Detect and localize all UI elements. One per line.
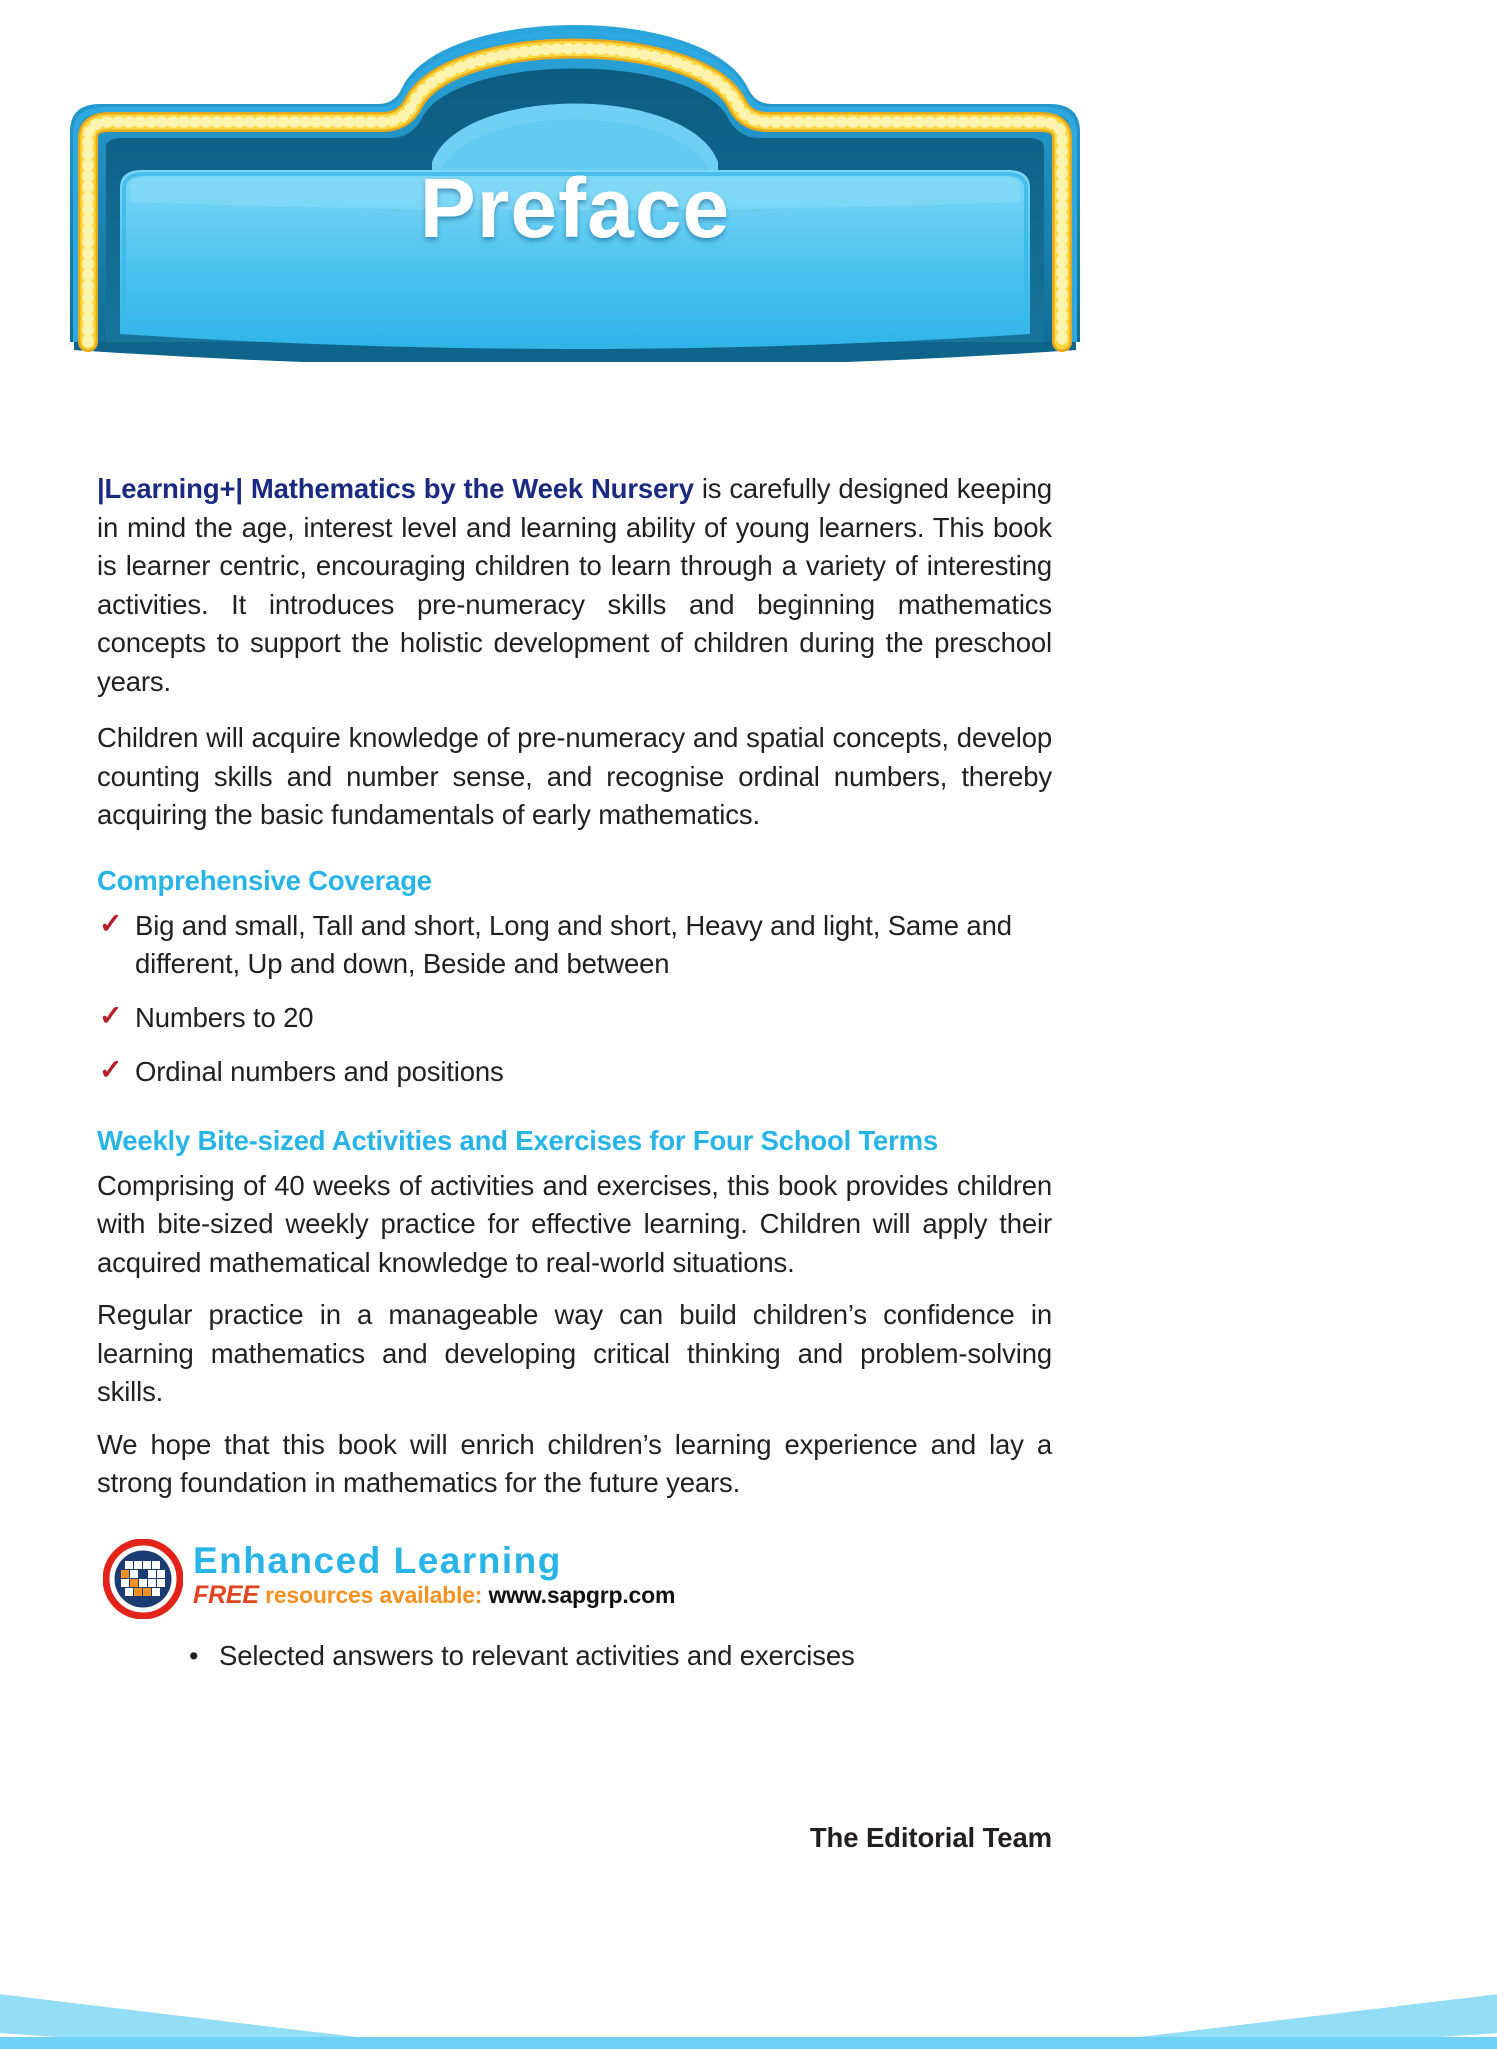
resources-label: resources available: <box>258 1581 483 1608</box>
enhanced-learning-text <box>193 1541 675 1609</box>
weekly-paragraph-1: Comprising of 40 weeks of activities and exercises, this book provides children with bite-sized weekly practice for effective learning. Children will apply their acquired mathematical knowledge to real-world situations. <box>97 1169 1052 1278</box>
enhanced-learning-block <box>97 1539 1052 1625</box>
sunburst-graphic <box>0 1869 1497 2049</box>
check-icon: ✓ <box>99 907 123 939</box>
list-item <box>97 1053 1052 1091</box>
banner-face <box>120 170 1030 349</box>
list-item-label: Selected answers to relevant activities and exercises <box>219 1639 855 1671</box>
resources-url[interactable]: www.sapgrp.com <box>482 1581 676 1608</box>
list-item-label: Big and small, Tall and short, Long and short, Heavy and light, Same and different, Up and down, Beside and between <box>135 909 1012 979</box>
enhanced-learning-title: Enhanced Learning <box>193 1539 562 1581</box>
list-item <box>97 999 1052 1037</box>
list-item-label: Numbers to 20 <box>135 1001 314 1033</box>
editorial-signoff: The Editorial Team <box>809 1822 1052 1853</box>
enhanced-learning-subtitle <box>193 1581 675 1609</box>
children-acquire-paragraph: Children will acquire knowledge of pre-numeracy and spatial concepts, develop counting skills and number sense, and recognise ordinal numbers, thereby acquiring the basic fundamentals of early mathematics. <box>97 722 1052 830</box>
footer-decoration <box>0 1869 1497 2049</box>
check-icon: ✓ <box>99 1053 123 1085</box>
marquee-banner <box>60 12 1090 362</box>
banner-graphic <box>60 12 1090 362</box>
enhanced-learning-logo-icon <box>103 1539 183 1619</box>
crossword-badge-icon <box>103 1539 183 1619</box>
bullet-icon: • <box>189 1640 199 1671</box>
preface-content <box>97 470 1052 1675</box>
weekly-activities-heading: Weekly Bite-sized Activities and Exercises for Four School Terms <box>97 1124 939 1156</box>
free-label: FREE <box>193 1580 259 1609</box>
weekly-paragraph-2: Regular practice in a manageable way can build children’s confidence in learning mathematics and developing critical thinking and problem-solving skills. <box>97 1299 1052 1407</box>
list-item <box>183 1637 1052 1675</box>
page-title: Preface <box>419 161 731 255</box>
enhanced-learning-bullets <box>97 1637 1052 1675</box>
intro-paragraph-text: is carefully designed keeping in mind the age, interest level and learning ability of young learners. This book is learner centric, encouraging children to learn through a variety of interesting activities. It introduces pre-numeracy skills and beginning mathematics concepts to support the holistic development of children during the preschool years. <box>97 473 1052 697</box>
comprehensive-coverage-heading: Comprehensive Coverage <box>97 864 432 896</box>
intro-paragraph <box>97 470 1052 701</box>
check-icon: ✓ <box>99 999 123 1031</box>
weekly-paragraph-3: We hope that this book will enrich children’s learning experience and lay a strong foundation in mathematics for the future years. <box>97 1428 1052 1498</box>
book-title: |Learning+| Mathematics by the Week Nursery <box>97 473 694 504</box>
list-item <box>97 907 1052 983</box>
list-item-label: Ordinal numbers and positions <box>135 1055 504 1087</box>
coverage-checklist <box>97 907 1052 1091</box>
